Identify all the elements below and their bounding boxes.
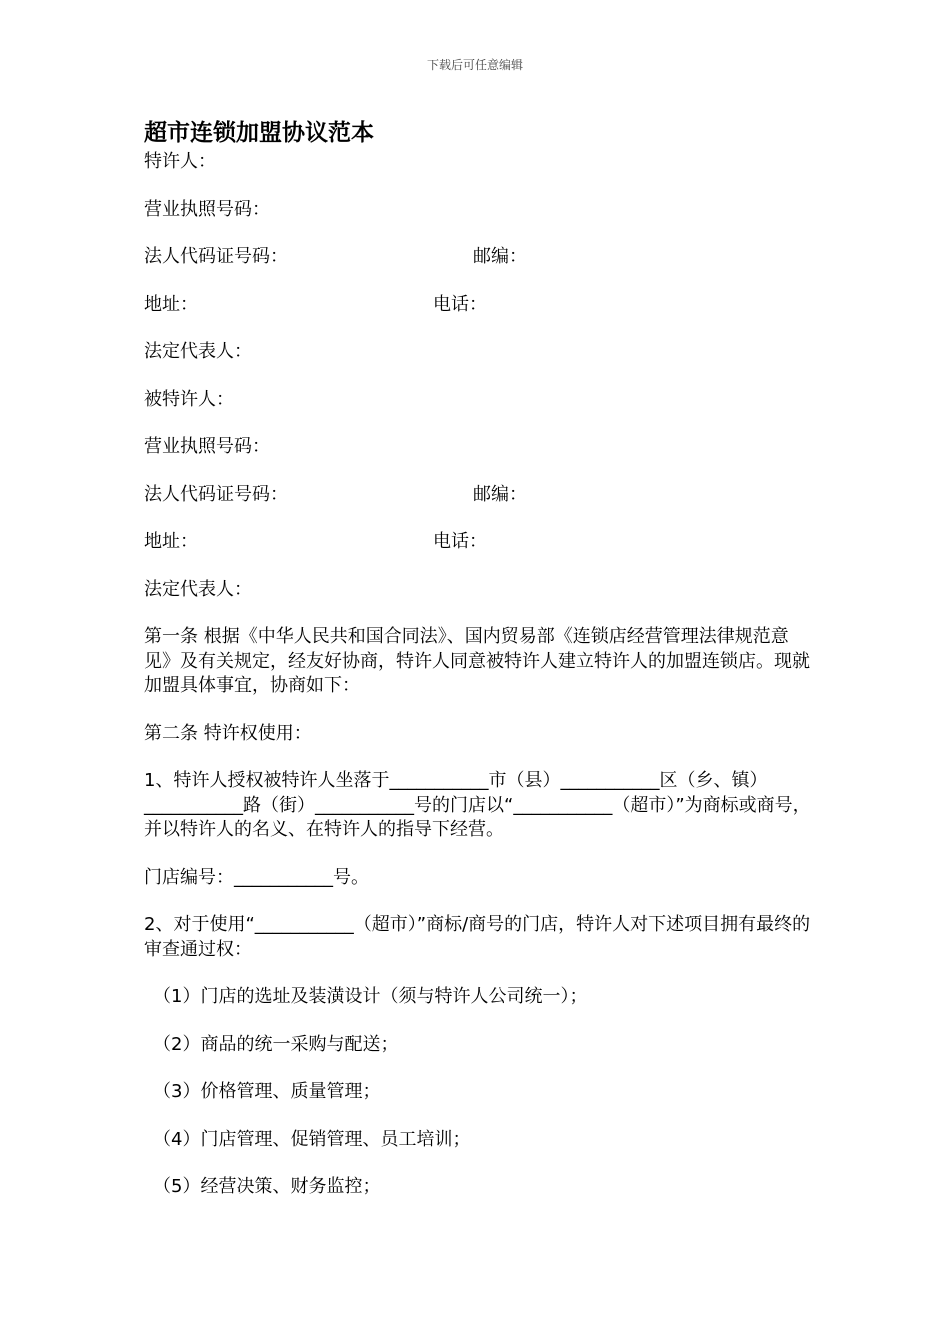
franchisor-rep-label: 法定代表人： xyxy=(144,341,252,362)
list-item: （2）商品的统一采购与配送； xyxy=(153,1033,399,1055)
list-item: （5）经营决策、财务监控； xyxy=(153,1176,381,1197)
franchisor-license-label: 营业执照号码： xyxy=(144,198,270,220)
franchisor-label: 特许人： xyxy=(144,151,216,172)
franchisor-code-label: 法人代码证号码： xyxy=(144,246,288,267)
franchisee-address-label: 地址： xyxy=(144,531,198,552)
franchisee-rep-label: 法定代表人： xyxy=(144,578,252,600)
franchisor-phone-label: 电话： xyxy=(433,293,487,315)
franchisee-postcode-label: 邮编： xyxy=(473,483,527,505)
franchisor-address-label: 地址： xyxy=(144,293,198,315)
document-title: 超市连锁加盟协议范本 xyxy=(144,120,374,146)
list-item: （3）价格管理、质量管理； xyxy=(153,1081,381,1102)
list-item: （1）门店的选址及装潢设计（须与特许人公司统一）； xyxy=(153,986,588,1007)
franchisee-label: 被特许人： xyxy=(144,388,234,410)
franchisor-postcode-label: 邮编： xyxy=(473,246,527,267)
article-2-heading: 第二条 特许权使用： xyxy=(144,722,312,744)
clause-1: 1、特许人授权被特许人坐落于___________市（县）___________区（乡、镇）___________路（街）___________号的门店以“___________（超市）”为商标或商号，并以特许人的名义、在特许人的指导下经营。 xyxy=(144,770,811,840)
article-1: 第一条 根据《中华人民共和国合同法》、国内贸易部《连锁店经营管理法律规范意见》及有关规定，经友好协商，特许人同意被特许人建立特许人的加盟连锁店。现就加盟具体事宜，协商如下： xyxy=(144,626,810,696)
list-item: （4）门店管理、促销管理、员工培训； xyxy=(153,1128,471,1150)
franchisee-phone-label: 电话： xyxy=(433,531,487,552)
clause-2: 2、对于使用“___________（超市）”商标/商号的门店，特许人对下述项目拥有最终的审查通过权： xyxy=(144,914,811,960)
store-number: 门店编号：___________号。 xyxy=(144,866,369,888)
franchisee-license-label: 营业执照号码： xyxy=(144,436,270,457)
franchisor-code-row xyxy=(144,245,814,270)
document-body xyxy=(144,116,814,1223)
franchisee-code-label: 法人代码证号码： xyxy=(144,483,288,505)
franchisee-code-row xyxy=(144,483,814,508)
franchisor-address-row xyxy=(144,293,814,318)
header-note: 下载后可任意编辑 xyxy=(426,58,523,72)
franchisee-address-row xyxy=(144,530,814,555)
